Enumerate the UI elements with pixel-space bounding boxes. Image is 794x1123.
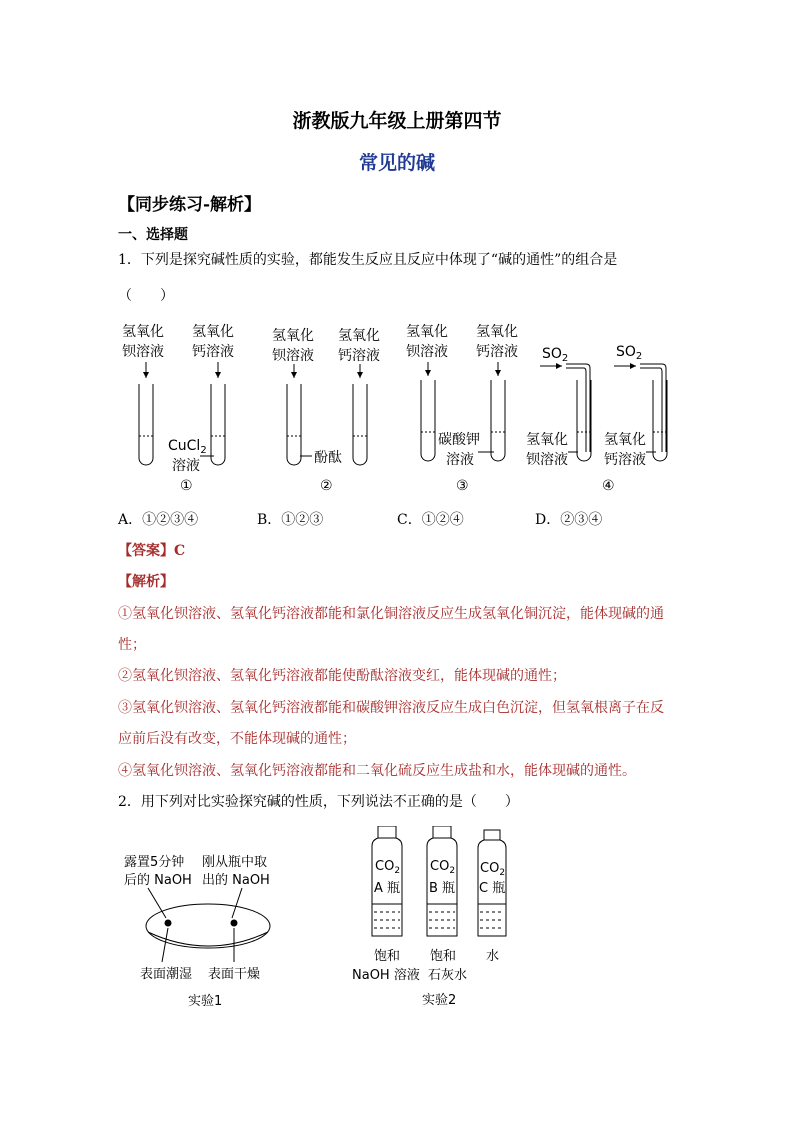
exp4-ba-label: 氢氧化 bbox=[526, 432, 568, 448]
bottle-c-label: C 瓶 bbox=[479, 881, 506, 896]
analysis-line-6: ④氢氧化钡溶液、氢氧化钙溶液都能和二氧化硫反应生成盐和水，能体现碱的通性。 bbox=[118, 763, 636, 779]
exp1-ba-label: 氢氧化 bbox=[122, 324, 164, 340]
svg-text:出的 NaOH: 出的 NaOH bbox=[202, 873, 270, 888]
naoh-pellet bbox=[231, 920, 238, 927]
analysis-line-3: ②氢氧化钡溶液、氢氧化钙溶液都能使酚酞溶液变红，能体现碱的通性； bbox=[118, 668, 566, 684]
answer-label: 【答案】 bbox=[118, 543, 174, 559]
svg-text:钙溶液: 钙溶液 bbox=[192, 344, 234, 360]
q1-stem: 1．下列是探究碱性质的实验，都能发生反应且反应中体现了“碱的通性”的组合是 bbox=[118, 252, 618, 268]
naoh-pellet bbox=[165, 920, 172, 927]
analysis-line-2: 性； bbox=[118, 637, 146, 653]
test-tube bbox=[139, 384, 153, 465]
svg-text:③: ③ bbox=[456, 478, 469, 494]
option-c: C．①②④ bbox=[397, 512, 464, 528]
svg-text:溶液: 溶液 bbox=[172, 458, 200, 474]
svg-text:SO2: $SO_2$ bbox=[616, 344, 643, 362]
svg-text:石灰水: 石灰水 bbox=[428, 968, 468, 983]
bottle-a-label: A 瓶 bbox=[374, 881, 401, 896]
svg-text:钙溶液: 钙溶液 bbox=[476, 344, 518, 360]
exp1-bottom-right: 表面干燥 bbox=[208, 967, 261, 982]
q2-experiment2-figure bbox=[352, 826, 532, 1012]
exp1-ca-label: 氢氧化 bbox=[192, 324, 234, 340]
svg-text:CO2: $CO_2$ bbox=[430, 859, 456, 876]
svg-text:NaOH 溶液: NaOH 溶液 bbox=[352, 968, 420, 983]
svg-text:钡溶液: 钡溶液 bbox=[272, 348, 314, 364]
q1-blank: （ ） bbox=[118, 288, 174, 304]
bottle-b-label: B 瓶 bbox=[429, 881, 456, 896]
exp3-k2co3-label: 碳酸钾 bbox=[438, 432, 480, 448]
exp4-so2-label: $SO_2$ bbox=[542, 346, 569, 364]
page-subtitle: 常见的碱 bbox=[358, 152, 435, 174]
liquid-a-label: 饱和 bbox=[374, 949, 401, 964]
q2-stem: 2．用下列对比实验探究碱的性质，下列说法不正确的是（ ） bbox=[118, 794, 519, 810]
exp2-phenol-label: 酚酞 bbox=[314, 450, 342, 466]
exp3-ca-label: 氢氧化 bbox=[476, 324, 518, 340]
svg-text:④: ④ bbox=[602, 478, 615, 494]
answer-value: C bbox=[174, 543, 186, 559]
exp2-ca-label: 氢氧化 bbox=[338, 328, 380, 344]
exp1-label-left: 露置5分钟 bbox=[124, 855, 185, 870]
liquid-c-label: 水 bbox=[486, 949, 500, 964]
exp2-ba-label: 氢氧化 bbox=[272, 328, 314, 344]
exp1-number: ① bbox=[180, 478, 193, 494]
option-a: A．①②③④ bbox=[118, 512, 199, 528]
section-label: 【同步练习-解析】 bbox=[118, 195, 262, 215]
test-tube bbox=[577, 380, 591, 461]
svg-text:溶液: 溶液 bbox=[446, 452, 474, 468]
option-b: B．①②③ bbox=[257, 512, 324, 528]
svg-text:钙溶液: 钙溶液 bbox=[338, 348, 380, 364]
option-d: D．②③④ bbox=[535, 512, 603, 528]
test-tube bbox=[353, 384, 367, 465]
test-tube bbox=[491, 380, 505, 461]
exp1-label-right: 刚从瓶中取 bbox=[202, 855, 268, 870]
svg-text:钡溶液: 钡溶液 bbox=[526, 452, 568, 468]
svg-text:CO2: $CO_2$ bbox=[480, 861, 506, 878]
exp4-ca-label: 氢氧化 bbox=[604, 432, 646, 448]
test-tube bbox=[421, 380, 435, 461]
exp1-cucl2-label: CuCl$_2$ bbox=[168, 438, 207, 456]
exp2-caption: 实验2 bbox=[422, 993, 457, 1008]
part-label: 一、选择题 bbox=[118, 227, 188, 243]
exp1-caption: 实验1 bbox=[188, 994, 223, 1009]
svg-text:钡溶液: 钡溶液 bbox=[122, 344, 164, 360]
q1-experiment-figure bbox=[110, 318, 690, 496]
svg-text:②: ② bbox=[320, 478, 333, 494]
watch-glass bbox=[146, 904, 270, 948]
exp3-ba-label: 氢氧化 bbox=[406, 324, 448, 340]
svg-text:钙溶液: 钙溶液 bbox=[604, 452, 646, 468]
svg-text:后的 NaOH: 后的 NaOH bbox=[124, 873, 192, 888]
analysis-line-5: 应前后没有改变，不能体现碱的通性； bbox=[118, 731, 356, 747]
q2-experiment1-figure bbox=[118, 822, 318, 1012]
liquid-b-label: 饱和 bbox=[430, 949, 457, 964]
answer-line bbox=[118, 540, 185, 560]
analysis-line-1: ①氢氧化钡溶液、氢氧化钙溶液都能和氯化铜溶液反应生成氢氧化铜沉淀，能体现碱的通 bbox=[118, 606, 664, 622]
svg-text:钡溶液: 钡溶液 bbox=[406, 344, 448, 360]
exp1-bottom-left: 表面潮湿 bbox=[140, 967, 193, 982]
test-tube bbox=[211, 384, 225, 465]
analysis-label: 【解析】 bbox=[118, 574, 174, 590]
svg-text:CO2: $CO_2$ bbox=[375, 859, 401, 876]
page-title: 浙教版九年级上册第四节 bbox=[292, 110, 502, 132]
test-tube bbox=[653, 380, 667, 461]
test-tube bbox=[287, 384, 301, 465]
analysis-line-4: ③氢氧化钡溶液、氢氧化钙溶液都能和碳酸钾溶液反应生成白色沉淀，但氢氧根离子在反 bbox=[118, 700, 664, 716]
